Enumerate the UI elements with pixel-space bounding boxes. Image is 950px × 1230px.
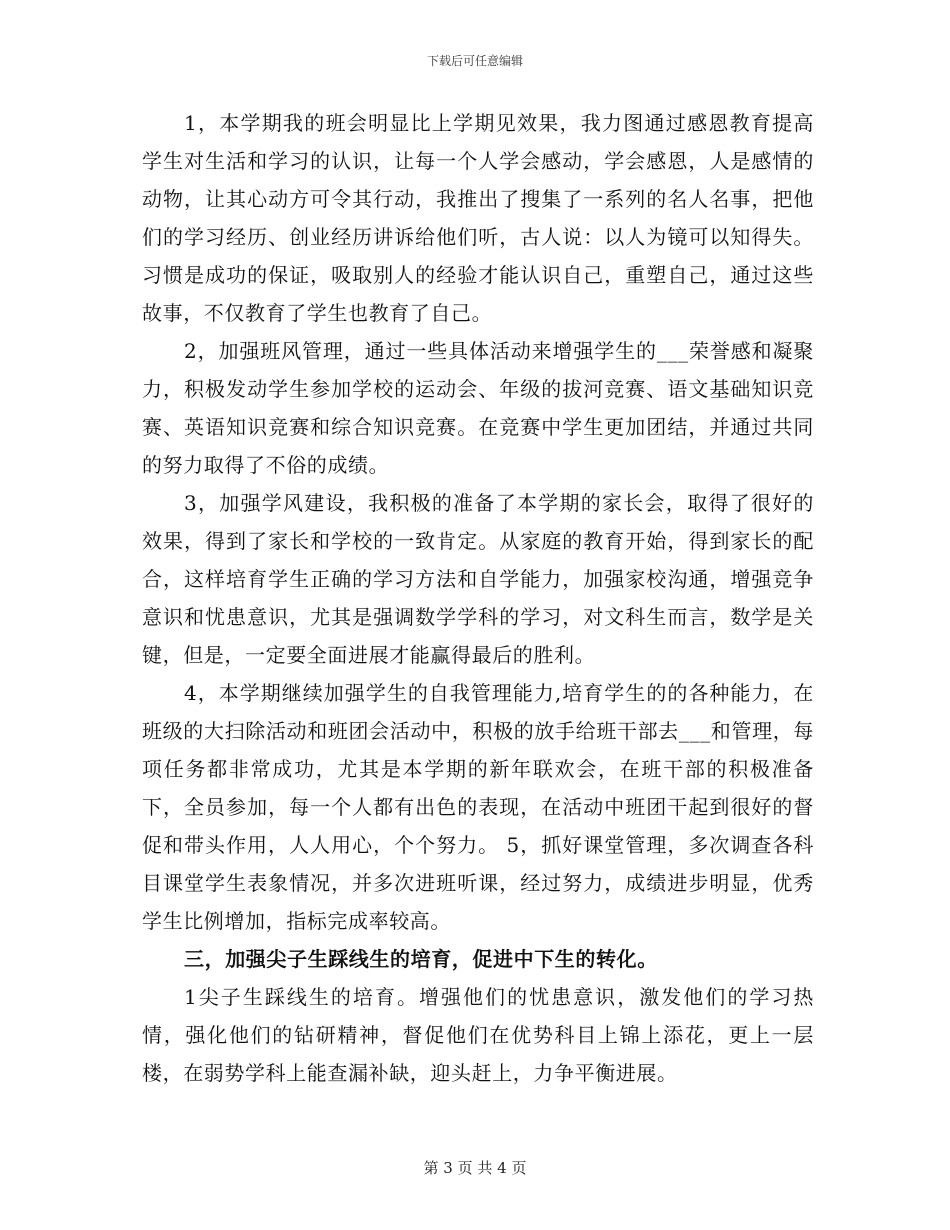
document-body (142, 104, 814, 1092)
page-number: 第 3 页 共 4 页 (423, 1159, 527, 1177)
paragraph-top-students: 1尖子生踩线生的培育。增强他们的忧患意识，激发他们的学习热情，强化他们的钻研精神，督促他们在优势科目上锦上添花，更上一层楼，在弱势学科上能查漏补缺，迎头赶上，力争平衡进展。 (142, 985, 814, 1085)
paragraph-study-style: 3，加强学风建设，我积极的准备了本学期的家长会，取得了很好的效果，得到了家长和学校的一致肯定。从家庭的教育开始，得到家长的配合，这样培育学生正确的学习方法和自学能力，加强家校沟通，增强竞争意识和忧患意识，尤其是强调数学学科的学习，对文科生而言，数学是关键，但是，一定要全面进展才能赢得最后的胜利。 (142, 491, 814, 667)
section-heading: 三，加强尖子生踩线生的培育，促进中下生的转化。 (184, 947, 658, 971)
paragraph-self-management: 4，本学期继续加强学生的自我管理能力,培育学生的的各种能力，在班级的大扫除活动和班团会活动中，积极的放手给班干部去___和管理，每项任务都非常成功，尤其是本学期的新年联欢会，在班干部的积极准备下，全员参加，每一个人都有出色的表现，在活动中班团干起到很好的督促和带头作用，人人用心，个个努力。 5，抓好课堂管理，多次调查各科目课堂学生表象情况，并多次进班听课，经过努力，成绩进步明显，优秀学生比例增加，指标完成率较高。 (142, 681, 814, 933)
page-header-note: 下载后可任意编辑 (426, 54, 523, 68)
paragraph-class-style: 2，加强班风管理，通过一些具体活动来增强学生的___荣誉感和凝聚力，积极发动学生参加学校的运动会、年级的拔河竞赛、语文基础知识竞赛、英语知识竞赛和综合知识竞赛。在竞赛中学生更加团结，并通过共同的努力取得了不俗的成绩。 (142, 339, 814, 477)
paragraph-class-meeting: 1，本学期我的班会明显比上学期见效果，我力图通过感恩教育提高学生对生活和学习的认识，让每一个人学会感动，学会感恩，人是感情的动物，让其心动方可令其行动，我推出了搜集了一系列的名人名事，把他们的学习经历、创业经历讲诉给他们听，古人说：以人为镜可以知得失。习惯是成功的保证，吸取别人的经验才能认识自己，重塑自己，通过这些故事，不仅教育了学生也教育了自己。 (142, 111, 814, 325)
